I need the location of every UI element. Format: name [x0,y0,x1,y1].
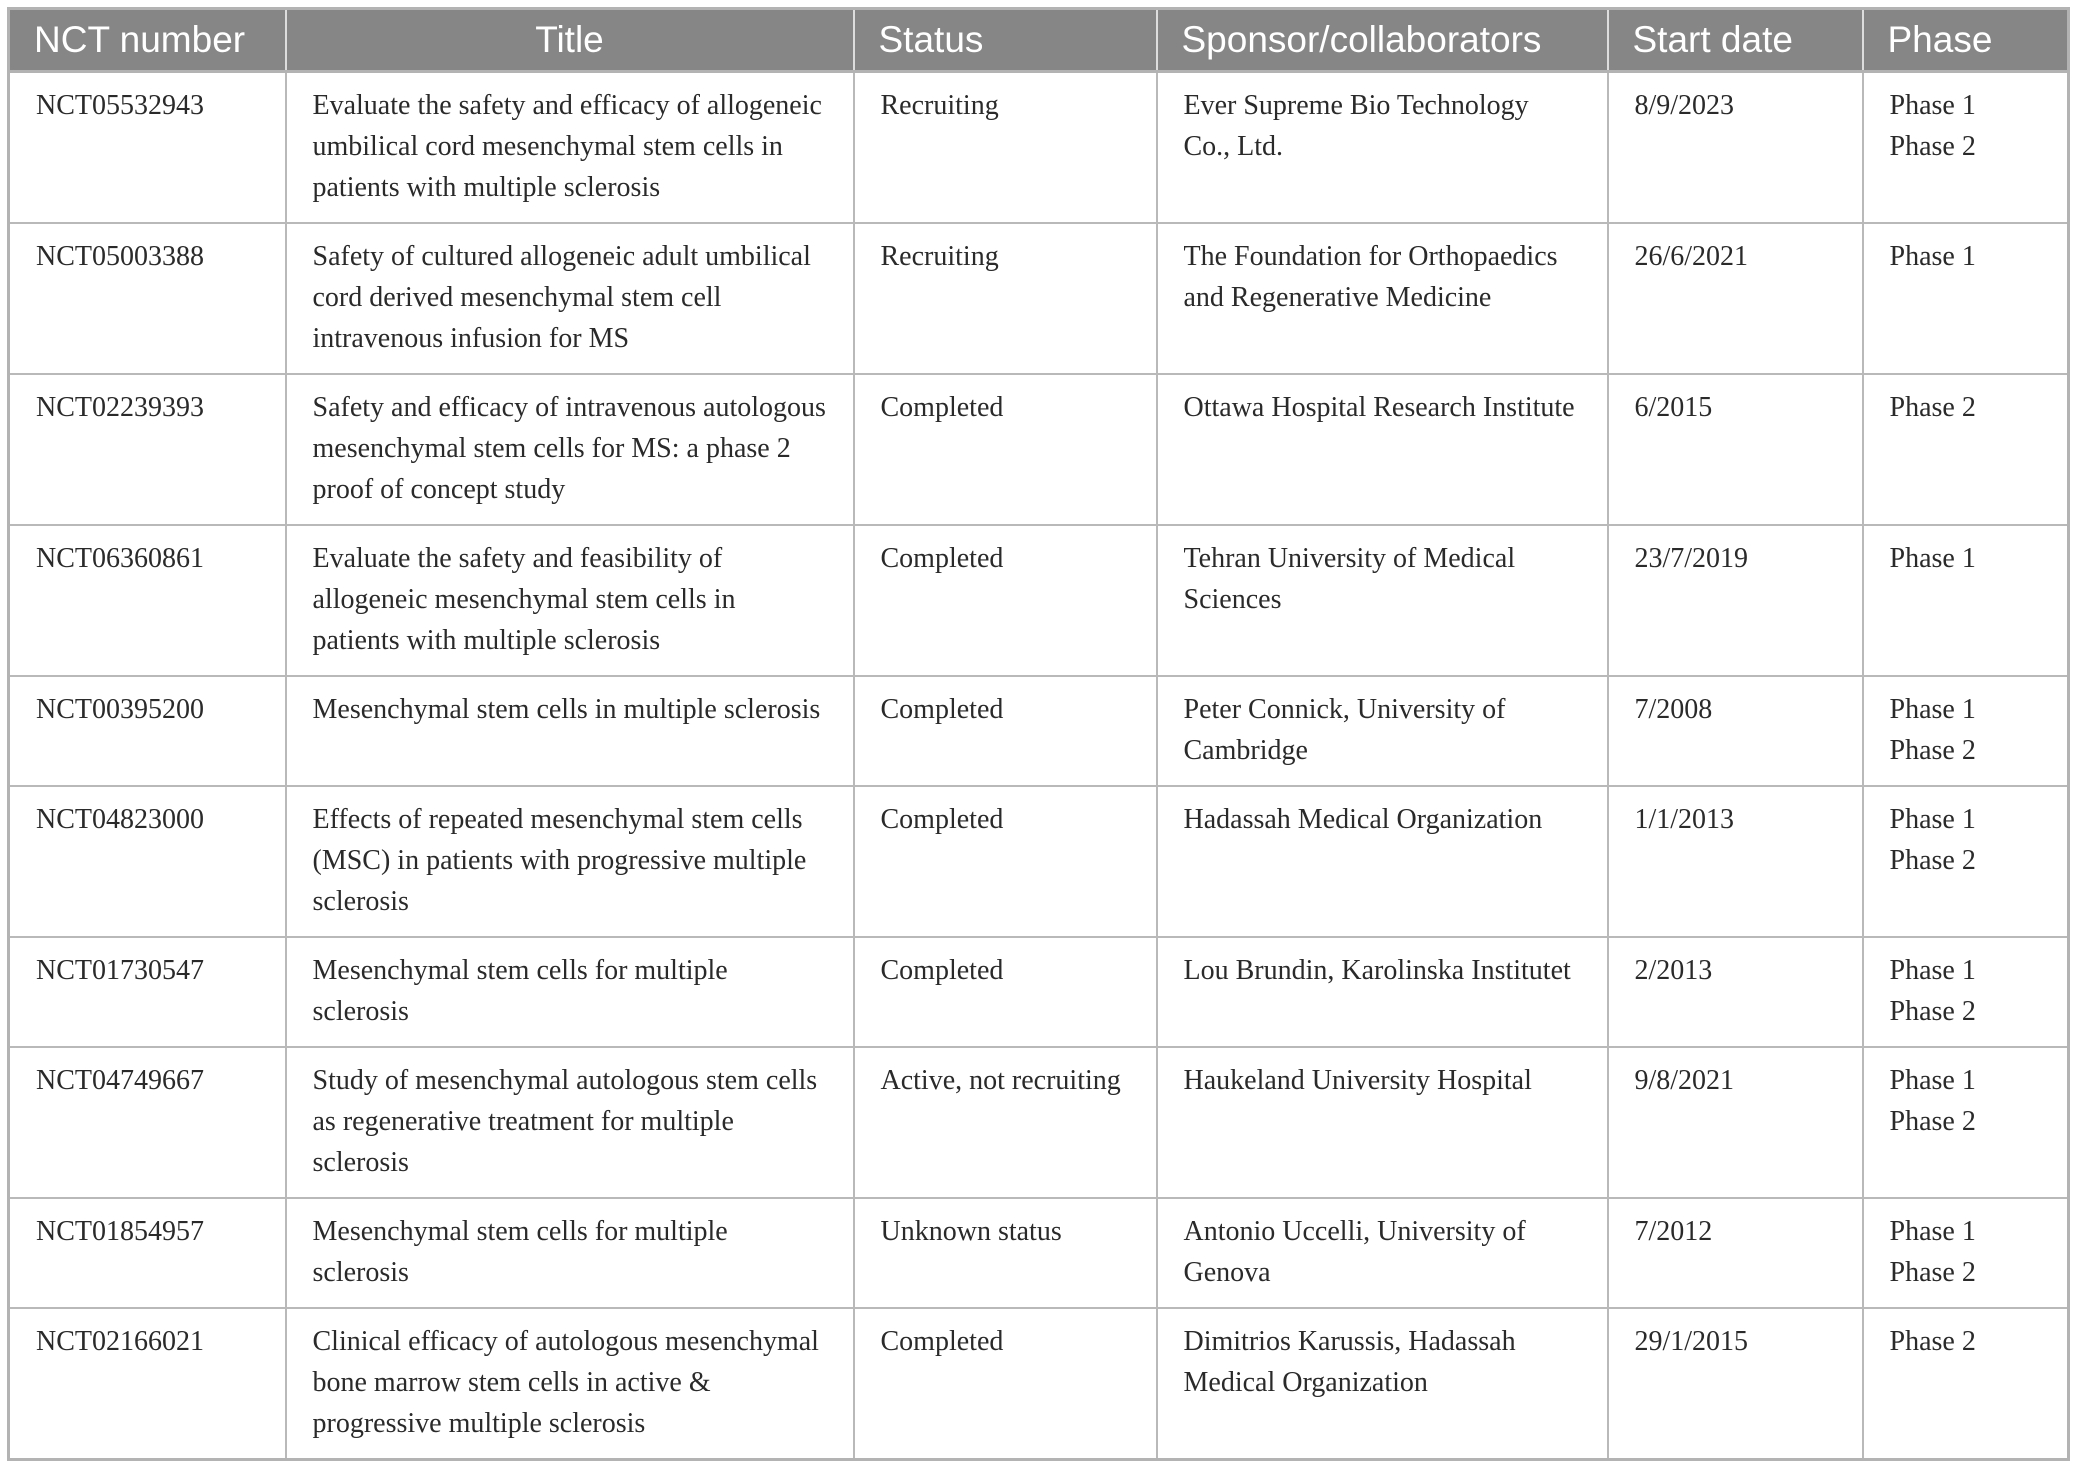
cell-nct: NCT02166021 [9,1308,286,1460]
table-row [9,1198,2069,1308]
cell-status: Recruiting [854,223,1157,374]
cell-sponsor: The Foundation for Orthopaedics and Regenerative Medicine [1157,223,1608,374]
phase-value: Phase 1 [1889,804,1976,835]
header-phase: Phase [1863,9,2069,72]
cell-title: Evaluate the safety and feasibility of allogeneic mesenchymal stem cells in patients with multiple sclerosis [286,525,854,676]
cell-sponsor: Dimitrios Karussis, Hadassah Medical Organization [1157,1308,1608,1460]
cell-title: Mesenchymal stem cells for multiple sclerosis [286,1198,854,1308]
table-row [9,676,2069,786]
cell-status: Recruiting [854,72,1157,224]
header-status: Status [854,9,1157,72]
phase-value: Phase 2 [1889,392,1976,423]
cell-sponsor: Antonio Uccelli, University of Genova [1157,1198,1608,1308]
cell-nct: NCT01730547 [9,937,286,1047]
phase-value: Phase 1 [1889,694,1976,725]
cell-sponsor: Peter Connick, University of Cambridge [1157,676,1608,786]
cell-title: Mesenchymal stem cells for multiple sclerosis [286,937,854,1047]
header-row [9,9,2069,72]
cell-sponsor: Ottawa Hospital Research Institute [1157,374,1608,525]
cell-sponsor: Hadassah Medical Organization [1157,786,1608,937]
phase-value: Phase 2 [1889,845,1976,876]
header-title: Title [286,9,854,72]
cell-status: Completed [854,1308,1157,1460]
cell-start-date: 2/2013 [1608,937,1863,1047]
phase-value: Phase 2 [1889,1326,1976,1357]
phase-value: Phase 2 [1889,996,1976,1027]
header-nct-number: NCT number [9,9,286,72]
cell-title: Safety of cultured allogeneic adult umbilical cord derived mesenchymal stem cell intravenous infusion for MS [286,223,854,374]
table-row [9,1308,2069,1460]
cell-title: Mesenchymal stem cells in multiple sclerosis [286,676,854,786]
phase-value: Phase 2 [1889,131,1976,162]
cell-nct: NCT06360861 [9,525,286,676]
cell-sponsor: Lou Brundin, Karolinska Institutet [1157,937,1608,1047]
cell-nct: NCT02239393 [9,374,286,525]
cell-status: Completed [854,786,1157,937]
cell-sponsor: Tehran University of Medical Sciences [1157,525,1608,676]
cell-phase [1863,223,2069,374]
cell-status: Completed [854,676,1157,786]
cell-phase [1863,676,2069,786]
cell-status: Unknown status [854,1198,1157,1308]
phase-value: Phase 1 [1889,1216,1976,1247]
cell-start-date: 29/1/2015 [1608,1308,1863,1460]
phase-value: Phase 1 [1889,241,1976,272]
cell-phase [1863,525,2069,676]
phase-value: Phase 2 [1889,735,1976,766]
phase-value: Phase 2 [1889,1257,1976,1288]
cell-nct: NCT05532943 [9,72,286,224]
cell-start-date: 23/7/2019 [1608,525,1863,676]
trials-table-container [7,7,2067,1461]
phase-value: Phase 1 [1889,90,1976,121]
cell-nct: NCT01854957 [9,1198,286,1308]
header-start-date: Start date [1608,9,1863,72]
cell-sponsor: Ever Supreme Bio Technology Co., Ltd. [1157,72,1608,224]
cell-title: Evaluate the safety and efficacy of allogeneic umbilical cord mesenchymal stem cells in patients with multiple sclerosis [286,72,854,224]
table-header [9,9,2069,72]
cell-status: Active, not recruiting [854,1047,1157,1198]
cell-phase [1863,786,2069,937]
table-row [9,786,2069,937]
cell-phase [1863,72,2069,224]
table-body [9,72,2069,1460]
table-row [9,374,2069,525]
cell-start-date: 6/2015 [1608,374,1863,525]
header-sponsor: Sponsor/collaborators [1157,9,1608,72]
cell-start-date: 7/2008 [1608,676,1863,786]
cell-start-date: 9/8/2021 [1608,1047,1863,1198]
cell-status: Completed [854,937,1157,1047]
cell-sponsor: Haukeland University Hospital [1157,1047,1608,1198]
cell-status: Completed [854,374,1157,525]
cell-start-date: 8/9/2023 [1608,72,1863,224]
table-row [9,223,2069,374]
table-row [9,937,2069,1047]
cell-title: Study of mesenchymal autologous stem cells as regenerative treatment for multiple sclerosis [286,1047,854,1198]
table-row [9,1047,2069,1198]
phase-value: Phase 1 [1889,955,1976,986]
cell-start-date: 26/6/2021 [1608,223,1863,374]
cell-phase [1863,937,2069,1047]
table-row [9,525,2069,676]
cell-nct: NCT04823000 [9,786,286,937]
cell-phase [1863,1198,2069,1308]
cell-title: Effects of repeated mesenchymal stem cells (MSC) in patients with progressive multiple sclerosis [286,786,854,937]
cell-nct: NCT04749667 [9,1047,286,1198]
clinical-trials-table [7,7,2070,1461]
cell-title: Safety and efficacy of intravenous autologous mesenchymal stem cells for MS: a phase 2 proof of concept study [286,374,854,525]
cell-nct: NCT05003388 [9,223,286,374]
cell-phase [1863,1308,2069,1460]
cell-status: Completed [854,525,1157,676]
cell-start-date: 7/2012 [1608,1198,1863,1308]
phase-value: Phase 1 [1889,543,1976,574]
cell-start-date: 1/1/2013 [1608,786,1863,937]
cell-phase [1863,374,2069,525]
cell-phase [1863,1047,2069,1198]
table-row [9,72,2069,224]
cell-nct: NCT00395200 [9,676,286,786]
phase-value: Phase 1 [1889,1065,1976,1096]
cell-title: Clinical efficacy of autologous mesenchymal bone marrow stem cells in active & progressive multiple sclerosis [286,1308,854,1460]
phase-value: Phase 2 [1889,1106,1976,1137]
